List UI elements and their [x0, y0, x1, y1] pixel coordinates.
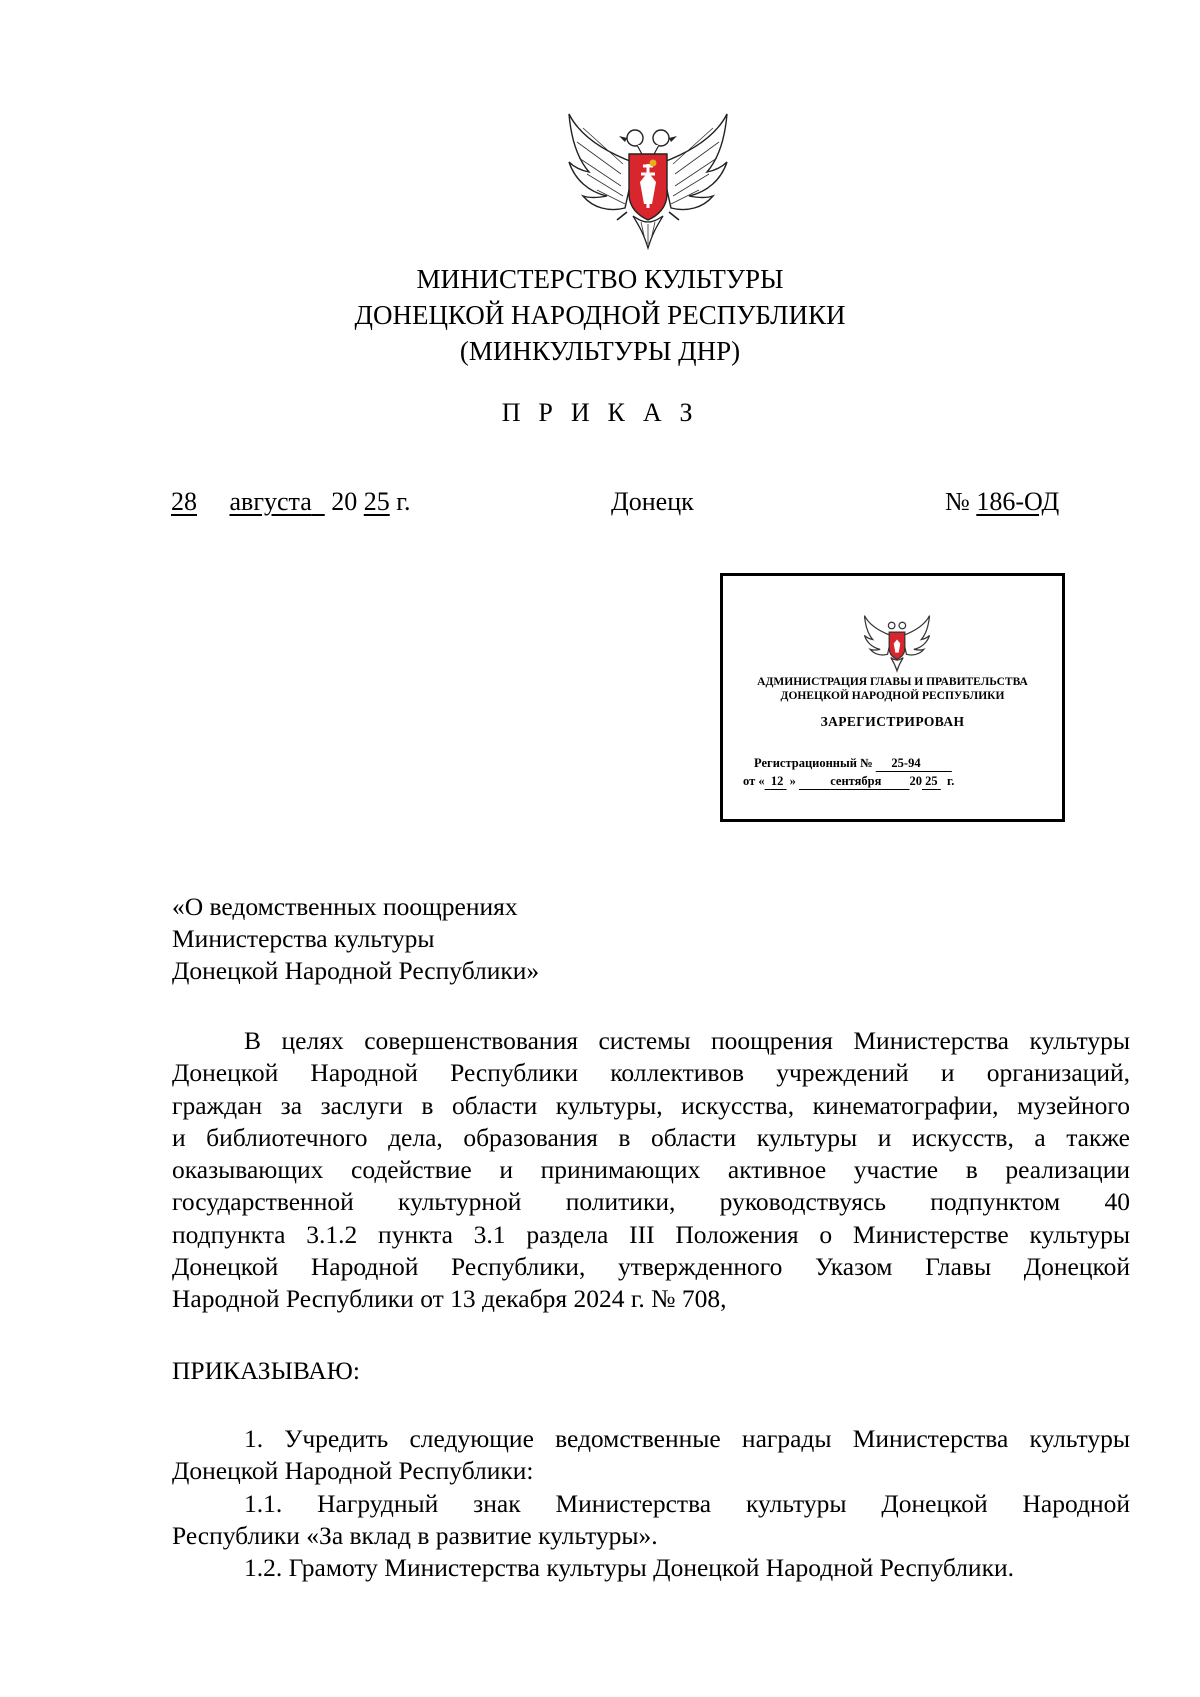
stamp-reg-number	[754, 756, 952, 771]
stamp-reg-date: от « 12 » сентября 20 25 г.	[743, 774, 955, 788]
item-1-1-line2: Республики «За вклад в развитие культуры».	[172, 1520, 658, 1550]
number-value: 186-ОД	[976, 487, 1060, 516]
date-month: августа	[229, 487, 312, 516]
preamble-line: В целях совершенствования системы поощрения Министерства культуры	[244, 1026, 1130, 1055]
stamp-day: 12	[770, 774, 784, 788]
preamble-paragraph	[172, 1025, 1130, 1316]
date-year-prefix: 20	[331, 487, 358, 516]
document-type-title: П Р И К А З	[501, 398, 699, 427]
order-word: ПРИКАЗЫВАЮ:	[172, 1356, 360, 1385]
document-number	[945, 487, 1059, 517]
item-1-2-line1: 1.2. Грамоту Министерства культуры Донецкой Народной Республики.	[244, 1553, 1014, 1583]
preamble-line: Донецкой Народной Республики, утвержденного Указом Главы Донецкой	[172, 1252, 1130, 1282]
subject-line1: «О ведомственных поощрениях	[172, 892, 518, 921]
item-1-line1: 1. Учредить следующие ведомственные награды Министерства культуры	[244, 1424, 1130, 1453]
preamble-line: Народной Республики от 13 декабря 2024 г. № 708,	[172, 1284, 727, 1314]
date-year-suffix: 25	[363, 487, 390, 516]
item-1-line2: Донецкой Народной Республики:	[172, 1456, 534, 1486]
stamp-org-line1: АДМИНИСТРАЦИЯ ГЛАВЫ И ПРАВИТЕЛЬСТВА	[757, 676, 1028, 688]
ministry-name-line1: МИНИСТЕРСТВО КУЛЬТУРЫ	[416, 264, 784, 294]
order-items	[172, 1423, 1130, 1584]
preamble-line: государственной культурной политики, руководствуясь подпунктом 40	[172, 1187, 1130, 1217]
subject-line2: Министерства культуры	[172, 924, 435, 953]
date-day: 28	[171, 487, 197, 516]
preamble-line: Донецкой Народной Республики коллективов учреждений и организаций,	[172, 1058, 1130, 1088]
registration-stamp	[720, 573, 1065, 822]
stamp-status: ЗАРЕГИСТРИРОВАН	[820, 714, 965, 729]
coat-of-arms-emblem	[563, 108, 733, 253]
stamp-emblem-icon	[862, 613, 932, 673]
document-city: Донецк	[611, 487, 694, 516]
date-year-unit: г.	[396, 487, 411, 516]
preamble-line: и библиотечного дела, образования в области культуры и искусств, а также	[172, 1122, 1130, 1152]
stamp-reg-label: Регистрационный №	[754, 756, 873, 770]
subject-line3: Донецкой Народной Республики»	[172, 956, 540, 985]
document-date	[171, 487, 410, 517]
stamp-year: 25	[925, 774, 938, 788]
stamp-reg-value: 25-94	[891, 756, 921, 770]
ministry-short-name: (МИНКУЛЬТУРЫ ДНР)	[459, 336, 741, 366]
stamp-month: сентября	[830, 774, 882, 788]
preamble-line: подпункта 3.1.2 пункта 3.1 раздела III Положения о Министерстве культуры	[172, 1219, 1130, 1249]
item-1-1-line1: 1.1. Нагрудный знак Министерства культуры Донецкой Народной	[244, 1488, 1130, 1518]
stamp-org-line2: ДОНЕЦКОЙ НАРОДНОЙ РЕСПУБЛИКИ	[780, 690, 1005, 702]
preamble-line: граждан за заслуги в области культуры, искусства, кинематографии, музейного	[172, 1090, 1130, 1120]
preamble-line: оказывающих содействие и принимающих активное участие в реализации	[172, 1155, 1130, 1185]
number-label: №	[945, 487, 970, 516]
ministry-name-line2: ДОНЕЦКОЙ НАРОДНОЙ РЕСПУБЛИКИ	[354, 300, 846, 330]
